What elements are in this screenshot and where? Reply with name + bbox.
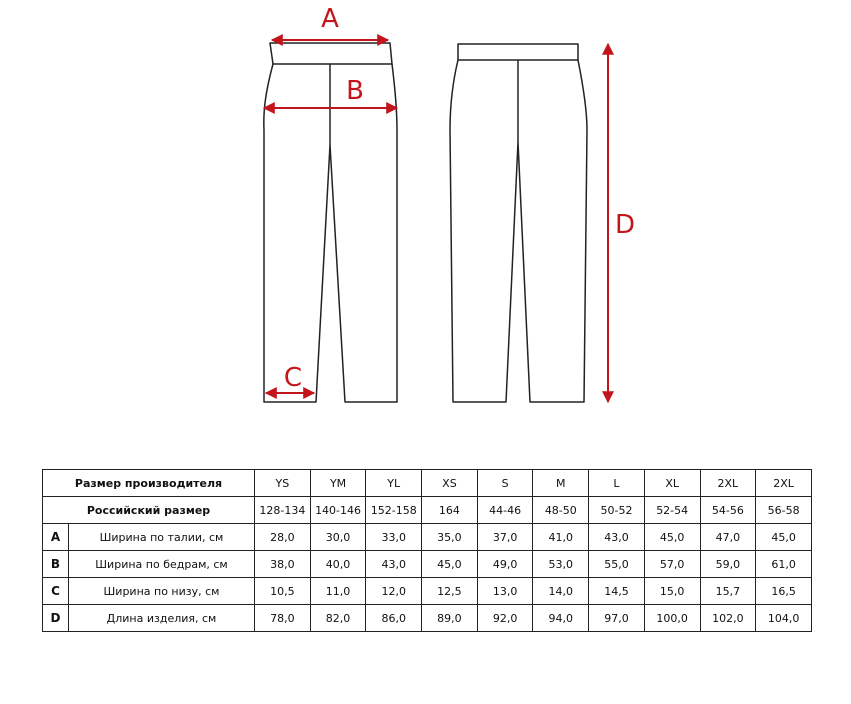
value-cell: 102,0 — [700, 605, 756, 632]
label-b: B — [346, 76, 364, 106]
value-cell: 10,5 — [255, 578, 311, 605]
manufacturer-size-cell: XS — [422, 470, 478, 497]
manufacturer-size-cell: YL — [366, 470, 422, 497]
value-cell: 55,0 — [589, 551, 645, 578]
value-cell: 28,0 — [255, 524, 311, 551]
value-cell: 38,0 — [255, 551, 311, 578]
russian-size-cell: 56-58 — [756, 497, 812, 524]
russian-size-row — [43, 497, 812, 524]
russian-size-cell: 54-56 — [700, 497, 756, 524]
label-a: A — [321, 4, 339, 34]
value-cell: 53,0 — [533, 551, 589, 578]
value-cell: 92,0 — [477, 605, 533, 632]
russian-size-cell: 52-54 — [644, 497, 700, 524]
manufacturer-size-cell: YM — [310, 470, 366, 497]
value-cell: 15,7 — [700, 578, 756, 605]
value-cell: 59,0 — [700, 551, 756, 578]
front-waistband — [270, 43, 392, 64]
value-cell: 49,0 — [477, 551, 533, 578]
value-cell: 13,0 — [477, 578, 533, 605]
value-cell: 40,0 — [310, 551, 366, 578]
row-label: Ширина по бедрам, см — [69, 551, 255, 578]
label-c: C — [283, 363, 303, 393]
measurement-row-c — [43, 578, 812, 605]
value-cell: 97,0 — [589, 605, 645, 632]
value-cell: 45,0 — [756, 524, 812, 551]
value-cell: 78,0 — [255, 605, 311, 632]
manufacturer-size-cell: L — [589, 470, 645, 497]
value-cell: 89,0 — [422, 605, 478, 632]
value-cell: 15,0 — [644, 578, 700, 605]
row-label: Длина изделия, см — [69, 605, 255, 632]
value-cell: 14,5 — [589, 578, 645, 605]
value-cell: 45,0 — [644, 524, 700, 551]
russian-size-cell: 128-134 — [255, 497, 311, 524]
back-waistband — [458, 44, 578, 60]
pants-front-view — [264, 43, 397, 402]
manufacturer-size-cell: 2XL — [756, 470, 812, 497]
value-cell: 12,0 — [366, 578, 422, 605]
measurement-row-b — [43, 551, 812, 578]
value-cell: 94,0 — [533, 605, 589, 632]
russian-size-header: Российский размер — [43, 497, 255, 524]
manufacturer-size-cell: 2XL — [700, 470, 756, 497]
manufacturer-size-row — [43, 470, 812, 497]
value-cell: 43,0 — [589, 524, 645, 551]
russian-size-cell: 48-50 — [533, 497, 589, 524]
pants-back-view — [450, 44, 587, 402]
value-cell: 47,0 — [700, 524, 756, 551]
row-letter: C — [43, 578, 69, 605]
manufacturer-size-cell: M — [533, 470, 589, 497]
row-letter: D — [43, 605, 69, 632]
value-cell: 86,0 — [366, 605, 422, 632]
manufacturer-size-cell: S — [477, 470, 533, 497]
manufacturer-size-header: Размер производителя — [43, 470, 255, 497]
manufacturer-size-cell: YS — [255, 470, 311, 497]
value-cell: 61,0 — [756, 551, 812, 578]
value-cell: 43,0 — [366, 551, 422, 578]
value-cell: 41,0 — [533, 524, 589, 551]
value-cell: 16,5 — [756, 578, 812, 605]
value-cell: 35,0 — [422, 524, 478, 551]
label-d: D — [614, 210, 636, 240]
value-cell: 82,0 — [310, 605, 366, 632]
russian-size-cell: 164 — [422, 497, 478, 524]
value-cell: 12,5 — [422, 578, 478, 605]
value-cell: 37,0 — [477, 524, 533, 551]
manufacturer-size-cell: XL — [644, 470, 700, 497]
value-cell: 45,0 — [422, 551, 478, 578]
russian-size-cell: 152-158 — [366, 497, 422, 524]
value-cell: 11,0 — [310, 578, 366, 605]
value-cell: 14,0 — [533, 578, 589, 605]
row-letter: A — [43, 524, 69, 551]
row-label: Ширина по талии, см — [69, 524, 255, 551]
value-cell: 33,0 — [366, 524, 422, 551]
russian-size-cell: 140-146 — [310, 497, 366, 524]
size-chart-table — [42, 469, 812, 632]
value-cell: 57,0 — [644, 551, 700, 578]
value-cell: 30,0 — [310, 524, 366, 551]
row-label: Ширина по низу, см — [69, 578, 255, 605]
measurement-row-d — [43, 605, 812, 632]
value-cell: 104,0 — [756, 605, 812, 632]
value-cell: 100,0 — [644, 605, 700, 632]
russian-size-cell: 50-52 — [589, 497, 645, 524]
row-letter: B — [43, 551, 69, 578]
measurement-row-a — [43, 524, 812, 551]
russian-size-cell: 44-46 — [477, 497, 533, 524]
